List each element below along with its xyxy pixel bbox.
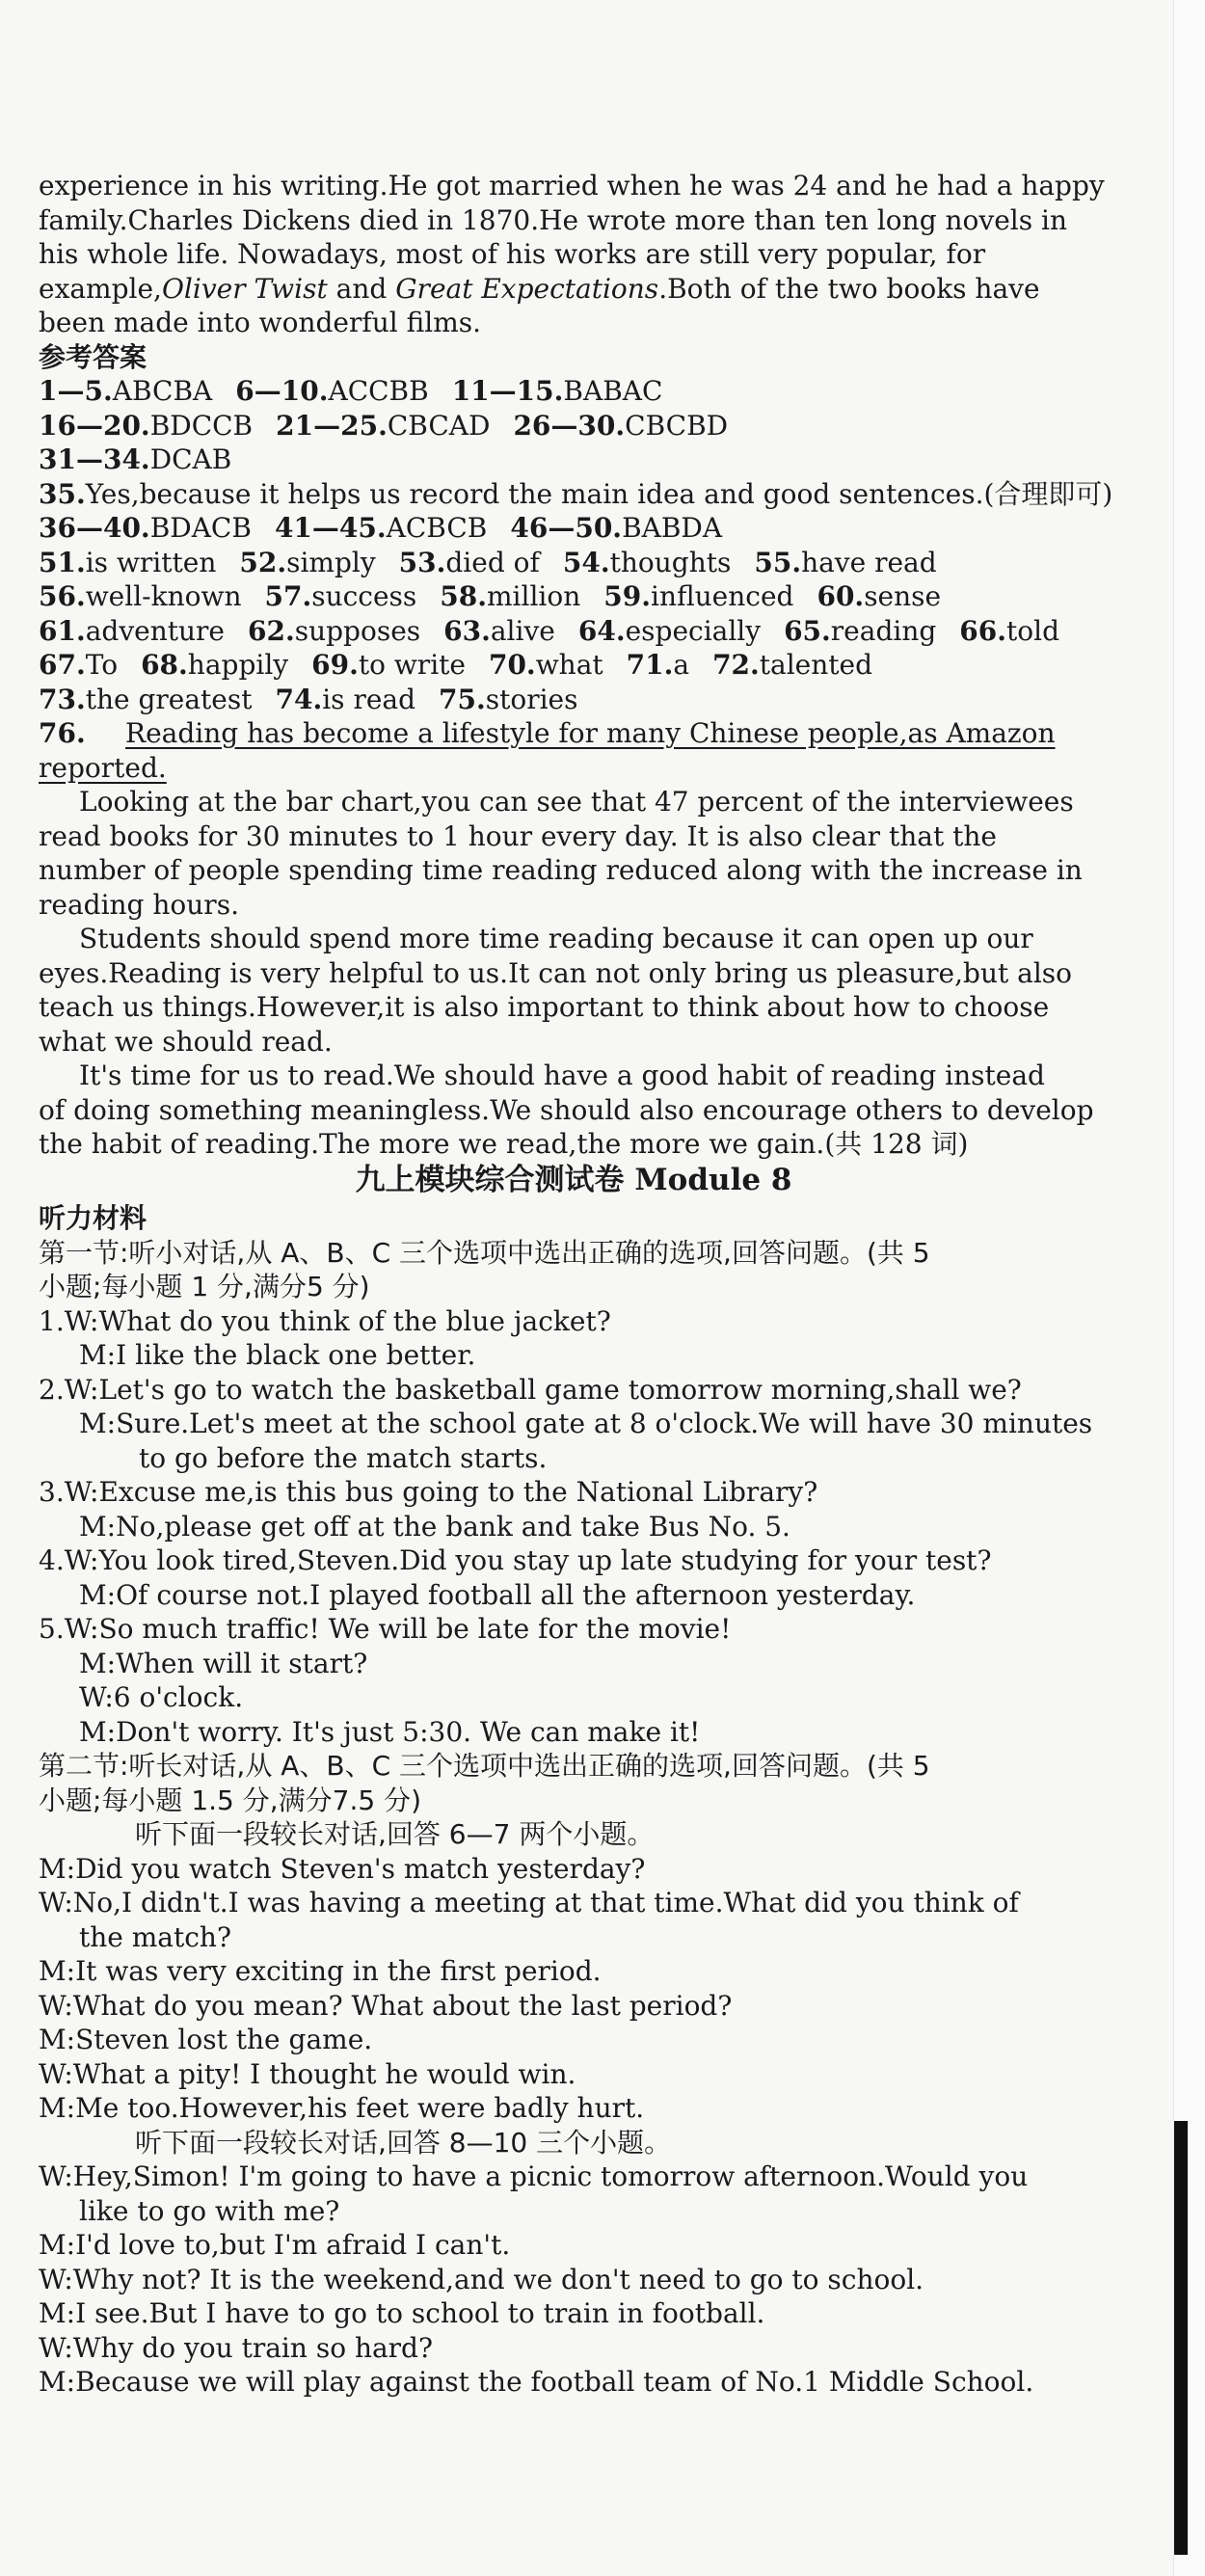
answer-item bbox=[784, 615, 936, 647]
question-number: 67. bbox=[39, 649, 86, 681]
question-number: 74. bbox=[275, 683, 323, 715]
module-title-en: Module 8 bbox=[634, 1162, 792, 1197]
answer-value: what bbox=[535, 649, 603, 681]
question-number: 51. bbox=[39, 546, 86, 578]
dialog-line: W:Hey,Simon! I'm going to have a picnic tomorrow afternoon.Would you bbox=[39, 2160, 1029, 2192]
answer-row bbox=[39, 511, 1109, 546]
answer-item bbox=[959, 615, 1059, 647]
question-number: 69. bbox=[311, 649, 359, 681]
answer-value: especially bbox=[625, 614, 762, 647]
dialog-line: W:6 o'clock. bbox=[79, 1681, 244, 1713]
answer-value: died of bbox=[445, 546, 540, 578]
answer-value: is written bbox=[85, 546, 217, 578]
question-number: 21—25. bbox=[276, 409, 388, 442]
answer-value: a bbox=[673, 649, 690, 681]
question-number: 63. bbox=[443, 614, 491, 647]
dialog-line: M:Because we will play against the football team of No.1 Middle School. bbox=[39, 2366, 1034, 2398]
question-number: 59. bbox=[603, 580, 651, 612]
answer-item bbox=[578, 615, 761, 647]
dialog-line: 2.W:Let's go to watch the basketball game tomorrow morning,shall we? bbox=[39, 1373, 1022, 1406]
answer-value: well-known bbox=[85, 580, 242, 612]
essay-line: It's time for us to read.We should have a good habit of reading instead bbox=[79, 1060, 1045, 1091]
answer-value: Yes,because it helps us record the main idea and good sentences.(合理即可) bbox=[85, 477, 1113, 510]
question-number: 75. bbox=[439, 683, 486, 715]
dialog-line: M:Did you watch Steven's match yesterday? bbox=[39, 1852, 646, 1885]
answer-value: CBCBD bbox=[625, 409, 729, 442]
question-number: 57. bbox=[264, 580, 312, 612]
answer-value: BDCCB bbox=[149, 409, 254, 442]
answer-item bbox=[754, 547, 936, 578]
answer-item bbox=[443, 615, 555, 647]
book-title: Great Expectations bbox=[395, 272, 659, 305]
question-number: 1—5. bbox=[39, 375, 113, 407]
essay-line: eyes.Reading is very helpful to us.It can not only bring us pleasure,but also bbox=[39, 956, 1073, 989]
passage-line: been made into wonderful films. bbox=[39, 307, 482, 338]
essay-line: reading hours. bbox=[39, 888, 239, 921]
dialog-line: M:Steven lost the game. bbox=[39, 2024, 373, 2055]
passage bbox=[39, 169, 1109, 340]
answer-value: ACBCB bbox=[386, 512, 488, 544]
question-number: 26—30. bbox=[513, 409, 626, 442]
dialogs-part2 bbox=[39, 1852, 1109, 2126]
passage-line: experience in his writing.He got married when he was 24 and he had a happy bbox=[39, 170, 1105, 201]
answer-value: to write bbox=[358, 649, 466, 681]
question-number: 11—15. bbox=[451, 375, 564, 407]
question-number: 60. bbox=[817, 580, 865, 612]
question-number: 53. bbox=[398, 546, 446, 578]
answer-item bbox=[39, 375, 212, 407]
answer-value: told bbox=[1006, 614, 1059, 647]
answer-item bbox=[489, 649, 603, 681]
answer-value: the greatest bbox=[85, 683, 253, 715]
answer-value: CBCAD bbox=[387, 409, 491, 442]
answer-item bbox=[603, 580, 793, 612]
question-number: 35. bbox=[39, 477, 86, 510]
question-number: 54. bbox=[562, 546, 610, 578]
answer-row bbox=[39, 683, 1109, 717]
answer-item bbox=[452, 375, 663, 407]
text-span: example, bbox=[39, 272, 162, 305]
answer-row bbox=[39, 477, 1113, 512]
binding-edge-bar bbox=[1174, 2121, 1188, 2555]
dialogs-part1 bbox=[39, 1304, 1109, 1750]
question-number: 58. bbox=[440, 580, 487, 612]
dialog-line: M:I'd love to,but I'm afraid I can't. bbox=[39, 2229, 511, 2261]
dialog-line: M:It was very exciting in the first period. bbox=[39, 1955, 602, 1987]
essay-line: Students should spend more time reading because it can open up our bbox=[79, 923, 1033, 954]
question-number: 56. bbox=[39, 580, 86, 612]
q76-sentence-cont: reported. bbox=[39, 751, 167, 784]
dialog-line: W:No,I didn't.I was having a meeting at that time.What did you think of bbox=[39, 1887, 1019, 1919]
answer-list bbox=[39, 374, 1113, 716]
answer-value: alive bbox=[490, 614, 555, 647]
question-number: 73. bbox=[39, 683, 86, 715]
essay-line: what we should read. bbox=[39, 1025, 333, 1058]
dialog-intro: 听下面一段较长对话,回答 6—7 两个小题。 bbox=[135, 1818, 655, 1850]
dialog-line: W:What do you mean? What about the last period? bbox=[39, 1989, 733, 2022]
answer-value: ABCBA bbox=[112, 375, 213, 407]
section2-instruction: 第二节:听长对话,从 A、B、C 三个选项中选出正确的选项,回答问题。(共 5 bbox=[39, 1750, 930, 1782]
answer-item bbox=[276, 684, 416, 715]
question-number: 6—10. bbox=[235, 375, 329, 407]
answer-value: supposes bbox=[294, 614, 421, 647]
answer-item bbox=[627, 649, 689, 681]
answer-item bbox=[311, 649, 466, 681]
essay bbox=[39, 785, 1109, 1162]
question-number: 61. bbox=[39, 614, 86, 647]
answer-item bbox=[563, 547, 731, 578]
dialog-line: W:Why not? It is the weekend,and we don't need to go to school. bbox=[39, 2263, 924, 2295]
answer-item bbox=[39, 547, 216, 578]
page-content bbox=[39, 169, 1113, 2400]
question-number: 76. bbox=[39, 717, 86, 749]
question-number: 36—40. bbox=[39, 512, 150, 544]
answer-item bbox=[248, 615, 420, 647]
answer-item bbox=[275, 512, 487, 544]
essay-line: teach us things.However,it is also important to think about how to choose bbox=[39, 991, 1050, 1023]
answer-item bbox=[39, 512, 252, 544]
answer-value: simply bbox=[286, 546, 376, 578]
answer-item bbox=[141, 649, 288, 681]
answer-item bbox=[399, 547, 540, 578]
essay-line: number of people spending time reading reduced along with the increase in bbox=[39, 854, 1083, 886]
section1-instruction: 第一节:听小对话,从 A、B、C 三个选项中选出正确的选项,回答问题。(共 5 bbox=[39, 1236, 930, 1269]
q76-line bbox=[39, 716, 1109, 751]
question-number: 55. bbox=[754, 546, 802, 578]
answer-value: reading bbox=[830, 614, 937, 647]
answer-value: adventure bbox=[85, 614, 225, 647]
essay-line: the habit of reading.The more we read,the more we gain.(共 128 词) bbox=[39, 1128, 969, 1160]
dialog-line: the match? bbox=[79, 1920, 231, 1953]
answer-item bbox=[440, 580, 580, 612]
answer-value: have read bbox=[801, 546, 937, 578]
section2-instruction: 小题;每小题 1.5 分,满分7.5 分) bbox=[39, 1784, 422, 1816]
dialog-line: like to go with me? bbox=[79, 2194, 340, 2227]
answer-value: To bbox=[85, 649, 119, 681]
question-number: 41—45. bbox=[274, 512, 387, 544]
answer-item bbox=[39, 443, 231, 475]
dialog-line: 1.W:What do you think of the blue jacket? bbox=[39, 1304, 611, 1337]
question-number: 66. bbox=[959, 614, 1006, 647]
dialog-line: 5.W:So much traffic! We will be late for the movie! bbox=[39, 1613, 732, 1645]
answer-row bbox=[39, 409, 1109, 443]
question-number: 64. bbox=[577, 614, 626, 647]
answer-item bbox=[712, 649, 872, 681]
dialogs-part3 bbox=[39, 2160, 1109, 2400]
dialog-line: W:Why do you train so hard? bbox=[39, 2331, 433, 2364]
dialog-line: M:Don't worry. It's just 5:30. We can make it! bbox=[79, 1715, 701, 1748]
question-number: 31—34. bbox=[39, 443, 150, 475]
listening-heading: 听力材料 bbox=[39, 1202, 147, 1234]
q76-sentence: Reading has become a lifestyle for many Chinese people,as Amazon bbox=[125, 717, 1056, 749]
essay-line: read books for 30 minutes to 1 hour every day. It is also clear that the bbox=[39, 819, 997, 852]
text-span: and bbox=[327, 272, 396, 305]
question-number: 62. bbox=[248, 614, 295, 647]
essay-line: of doing something meaningless.We should also encourage others to develop bbox=[39, 1093, 1094, 1126]
answer-value: talented bbox=[759, 649, 873, 681]
module-title-cn: 九上模块综合测试卷 bbox=[355, 1162, 625, 1197]
dialog-line: M:Sure.Let's meet at the school gate at 8 o'clock.We will have 30 minutes bbox=[79, 1408, 1093, 1439]
answer-item bbox=[513, 410, 728, 442]
dialog-line: M:Me too.However,his feet were badly hurt. bbox=[39, 2092, 645, 2124]
answer-item bbox=[235, 375, 428, 407]
question-number: 68. bbox=[141, 649, 188, 681]
answer-value: million bbox=[487, 580, 581, 612]
book-title: Oliver Twist bbox=[161, 272, 328, 305]
passage-line: family.Charles Dickens died in 1870.He wrote more than ten long novels in bbox=[39, 203, 1068, 236]
answer-value: DCAB bbox=[149, 443, 232, 475]
answer-value: sense bbox=[864, 580, 942, 612]
answer-value: happily bbox=[187, 649, 289, 681]
question-number: 71. bbox=[626, 649, 674, 681]
answer-value: thoughts bbox=[609, 546, 732, 578]
answer-value: success bbox=[311, 580, 417, 612]
answer-value: BABDA bbox=[622, 512, 723, 544]
answer-item bbox=[39, 580, 241, 612]
text-span: .Both of the two books have bbox=[658, 272, 1040, 305]
answer-value: influenced bbox=[650, 580, 794, 612]
answer-item bbox=[39, 478, 1112, 510]
answer-item bbox=[439, 684, 577, 715]
answer-item bbox=[817, 580, 941, 612]
answer-value: is read bbox=[322, 683, 416, 715]
answer-row bbox=[39, 546, 1109, 580]
answers-heading: 参考答案 bbox=[39, 340, 147, 373]
question-number: 72. bbox=[712, 649, 760, 681]
answer-item bbox=[264, 580, 416, 612]
answer-row bbox=[39, 614, 1109, 649]
passage-line: his whole life. Nowadays, most of his works are still very popular, for bbox=[39, 238, 986, 270]
answer-value: BDACB bbox=[149, 512, 252, 544]
dialog-intro: 听下面一段较长对话,回答 8—10 三个小题。 bbox=[135, 2126, 672, 2159]
answer-value: ACCBB bbox=[328, 375, 429, 407]
dialog-line: to go before the match starts. bbox=[139, 1441, 548, 1474]
answer-value: BABAC bbox=[563, 375, 663, 407]
question-number: 52. bbox=[239, 546, 287, 578]
answer-item bbox=[39, 684, 253, 715]
answer-item bbox=[39, 615, 225, 647]
answer-row bbox=[39, 648, 1109, 683]
passage-line-titles bbox=[39, 272, 1109, 307]
answer-row bbox=[39, 374, 1109, 409]
answer-row bbox=[39, 579, 1109, 614]
question-number: 16—20. bbox=[39, 409, 150, 442]
module-title bbox=[39, 1164, 1109, 1198]
dialog-line: M:I like the black one better. bbox=[79, 1339, 476, 1371]
answer-value: stories bbox=[485, 683, 578, 715]
question-number: 46—50. bbox=[510, 512, 623, 544]
section1-instruction: 小题;每小题 1 分,满分5 分) bbox=[39, 1271, 370, 1302]
dialog-line: M:I see.But I have to go to school to train in football. bbox=[39, 2297, 765, 2329]
answer-item bbox=[39, 649, 118, 681]
dialog-line: 3.W:Excuse me,is this bus going to the National Library? bbox=[39, 1476, 818, 1508]
dialog-line: M:Of course not.I played football all the afternoon yesterday. bbox=[79, 1578, 916, 1611]
answer-item bbox=[239, 547, 375, 578]
dialog-line: M:No,please get off at the bank and take Bus No. 5. bbox=[79, 1510, 790, 1543]
answer-item bbox=[276, 410, 490, 442]
answer-item bbox=[39, 410, 253, 442]
question-number: 70. bbox=[488, 649, 536, 681]
answer-row bbox=[39, 443, 1109, 477]
question-number: 65. bbox=[784, 614, 831, 647]
essay-line: Looking at the bar chart,you can see that 47 percent of the interviewees bbox=[79, 786, 1074, 818]
dialog-line: M:When will it start? bbox=[79, 1647, 368, 1679]
dialog-line: 4.W:You look tired,Steven.Did you stay up late studying for your test? bbox=[39, 1544, 992, 1576]
answer-item bbox=[510, 512, 722, 544]
dialog-line: W:What a pity! I thought he would win. bbox=[39, 2057, 576, 2090]
